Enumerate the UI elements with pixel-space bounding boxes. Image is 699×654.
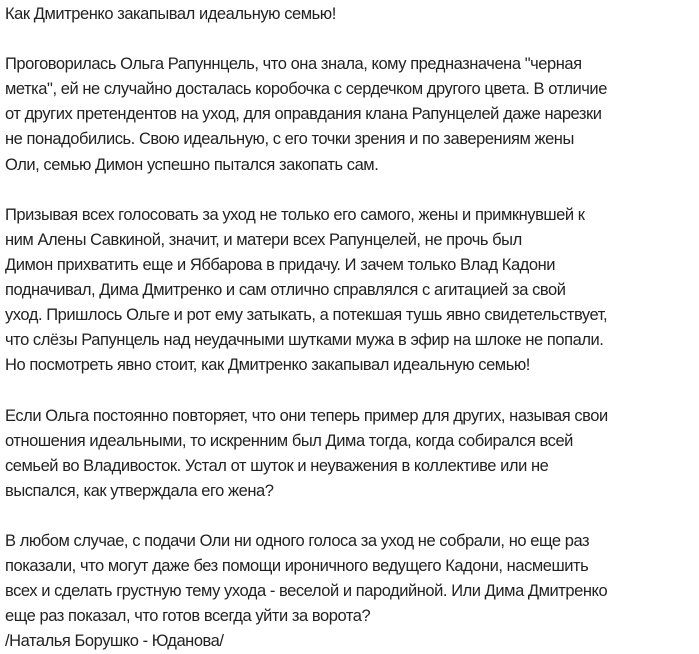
paragraph — [5, 52, 699, 177]
paragraph-line: Но посмотреть явно стоит, как Дмитренко закапывал идеальную семью! — [5, 356, 530, 375]
paragraph-line: Проговорилась Ольга Рапуннцель, что она знала, кому предназначена "черная — [5, 55, 582, 74]
article-body — [5, 27, 699, 629]
paragraph — [5, 404, 699, 504]
paragraph-line: метка", ей не случайно досталась коробочка с сердечком другого цвета. В отличие — [5, 80, 607, 99]
paragraph-line: что слёзы Рапунцель над неудачными шутками мужа в эфир на шлоке не попали. — [5, 331, 604, 350]
paragraph-line: подначивал, Дима Дмитренко и сам отлично справлялся с агитацией за свой — [5, 281, 566, 300]
author-signature: /Наталья Борушко - Юданова/ — [5, 632, 224, 651]
paragraph-line: Призывая всех голосовать за уход не только его самого, жены и примкнувшей к — [5, 205, 585, 224]
paragraph-line: уход. Пришлось Ольге и рот ему затыкать, а потекшая тушь явно свидетельствует, — [5, 306, 608, 325]
paragraph — [5, 529, 699, 629]
paragraph-line: Если Ольга постоянно повторяет, что они теперь пример для других, называя свои — [5, 406, 608, 425]
paragraph-spacer — [5, 27, 699, 52]
paragraph-line: Оли, семью Димон успешно пытался закопать сам. — [5, 155, 379, 174]
paragraph — [5, 203, 699, 379]
paragraph-line: В любом случае, с подачи Оли ни одного голоса за уход не собрали, но еще раз — [5, 531, 590, 550]
paragraph-line: всех и сделать грустную тему ухода - веселой и пародийной. Или Дима Дмитренко — [5, 582, 608, 601]
paragraph-spacer — [5, 504, 699, 529]
paragraph-line: еще раз показал, что готов всегда уйти за ворота? — [5, 607, 371, 626]
paragraph-spacer — [5, 178, 699, 203]
paragraph-line: семьей во Владивосток. Устал от шуток и неуважения в коллективе или не — [5, 456, 549, 475]
article-title: Как Дмитренко закапывал идеальную семью! — [5, 5, 336, 23]
paragraph-line: показали, что могут даже без помощи ироничного ведущего Кадони, насмешить — [5, 557, 589, 576]
paragraph-line: выспался, как утверждала его жена? — [5, 481, 274, 500]
paragraph-line: Димон прихватить еще и Яббарова в придачу. И зачем только Влад Кадони — [5, 255, 556, 274]
paragraph-spacer — [5, 378, 699, 403]
paragraph-line: ним Алены Савкиной, значит, и матери всех Рапунцелей, не прочь был — [5, 230, 522, 249]
paragraph-line: от других претендентов на уход, для оправдания клана Рапунцелей даже нарезки — [5, 105, 602, 124]
paragraph-line: не понадобились. Свою идеальную, с его точки зрения и по заверениям жены — [5, 130, 574, 149]
paragraph-line: отношения идеальными, то искренним был Дима тогда, когда собирался всей — [5, 431, 573, 450]
